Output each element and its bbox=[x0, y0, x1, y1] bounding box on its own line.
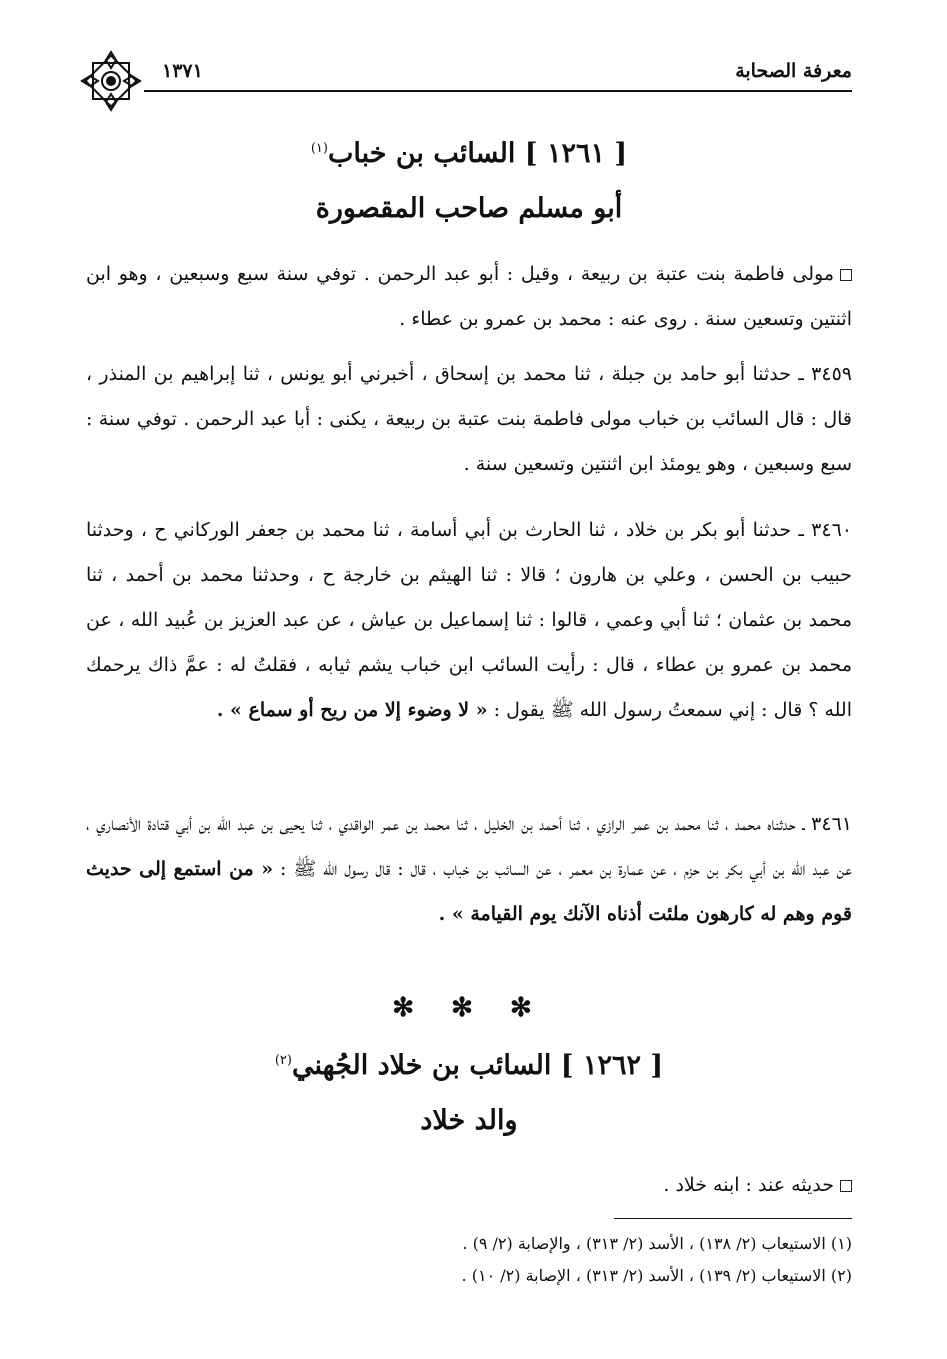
entry-title: [ ١٢٦٢ ] السائب بن خلاد الجُهني bbox=[291, 1050, 664, 1081]
footnote-rule bbox=[614, 1218, 852, 1219]
section-divider: ✻ ✻ ✻ bbox=[392, 993, 546, 1023]
entry-subheading-1261: أبو مسلم صاحب المقصورة bbox=[315, 193, 623, 224]
entry-heading-1262 bbox=[86, 1050, 852, 1081]
hadith-3459 bbox=[86, 352, 852, 487]
entry-intro-1262 bbox=[86, 1163, 852, 1208]
islamic-star-ornament-icon bbox=[80, 50, 142, 112]
footnote-ref: (١) bbox=[310, 141, 328, 156]
square-bullet-icon bbox=[840, 269, 852, 281]
footnote-ref: (٢) bbox=[274, 1053, 292, 1068]
entry-title: [ ١٢٦١ ] السائب بن خباب bbox=[327, 138, 628, 169]
intro-text: حديثه عند : ابنه خلاد . bbox=[663, 1174, 834, 1196]
entry-heading-1261 bbox=[86, 138, 852, 169]
header-title: معرفة الصحابة bbox=[735, 60, 852, 82]
entry-intro-1261 bbox=[86, 252, 852, 342]
hadith-3460 bbox=[86, 508, 852, 733]
footnote-1: (١) الاستيعاب (٢/ ١٣٨) ، الأسد (٢/ ٣١٣) ، والإصابة (٢/ ٩) . bbox=[462, 1234, 852, 1253]
hadith-quote: « لا وضوء إلا من ريح أو سماع » . bbox=[216, 699, 488, 721]
square-bullet-icon bbox=[840, 1180, 852, 1192]
entry-subheading-1262: والد خلاد bbox=[420, 1105, 518, 1136]
page-number: ١٣٧١ bbox=[162, 60, 203, 82]
header-rule bbox=[144, 90, 852, 92]
hadith-3461 bbox=[86, 802, 852, 937]
hadith-text: ٣٤٥٩ ـ حدثنا أبو حامد بن جبلة ، ثنا محمد بن إسحاق ، أخبرني أبو يونس ، ثنا إبراهيم بن المنذر ، قال : قال السائب بن خباب مولى فاطمة بنت عتبة بن ربيعة ، يكنى : أبا عبد الرحمن . توفي سنة : سبع وسبعين ، وهو يومئذ ابن اثنتين وتسعين سنة . bbox=[86, 363, 852, 475]
footnote-2: (٢) الاستيعاب (٢/ ١٣٩) ، الأسد (٢/ ٣١٣) ، الإصابة (٢/ ١٠) . bbox=[461, 1266, 852, 1285]
intro-text: مولى فاطمة بنت عتبة بن ربيعة ، وقيل : أبو عبد الرحمن . توفي سنة سبع وسبعين ، وهو ابن اثنتين وتسعين سنة . روى عنه : محمد بن عمرو بن عطاء . bbox=[86, 263, 852, 330]
running-header bbox=[80, 56, 852, 96]
hadith-quote: « من استمع إلى حديث قوم وهم له كارهون ملئت أذناه الآنك يوم القيامة » . bbox=[86, 858, 852, 925]
hadith-text: ٣٤٦٠ ـ حدثنا أبو بكر بن خلاد ، ثنا الحارث بن أبي أسامة ، ثنا محمد بن جعفر الوركاني ح ، وحدثنا حبيب بن الحسن ، وعلي بن هارون ؛ قالا : ثنا الهيثم بن خارجة ح ، وحدثنا محمد بن أحمد ، ثنا محمد بن عثمان ؛ ثنا أبي وعمي ، قالوا : ثنا إسماعيل بن عياش ، عن عبد العزيز بن عُبيد الله ، عن محمد بن عمرو بن عطاء ، قال : رأيت السائب ابن خباب يشم ثيابه ، فقلتُ له : عمَّ ذاك يرحمك الله ؟ قال : إني سمعتُ رسول الله ﷺ يقول : bbox=[86, 519, 852, 721]
hadith-text: ٣٤٦١ ـ حدثناه محمد ، ثنا محمد بن عمر الرازي ، ثنا أحمد بن الخليل ، ثنا محمد بن عمر الواقدي ، ثنا يحيى بن عبد الله بن أبي قتادة الأنصاري ، عن عبد الله بن أبي بكر بن حزم ، عن عمارة بن معمر ، عن السائب بن خباب ، قال : قال رسول الله ﷺ : bbox=[86, 813, 852, 880]
